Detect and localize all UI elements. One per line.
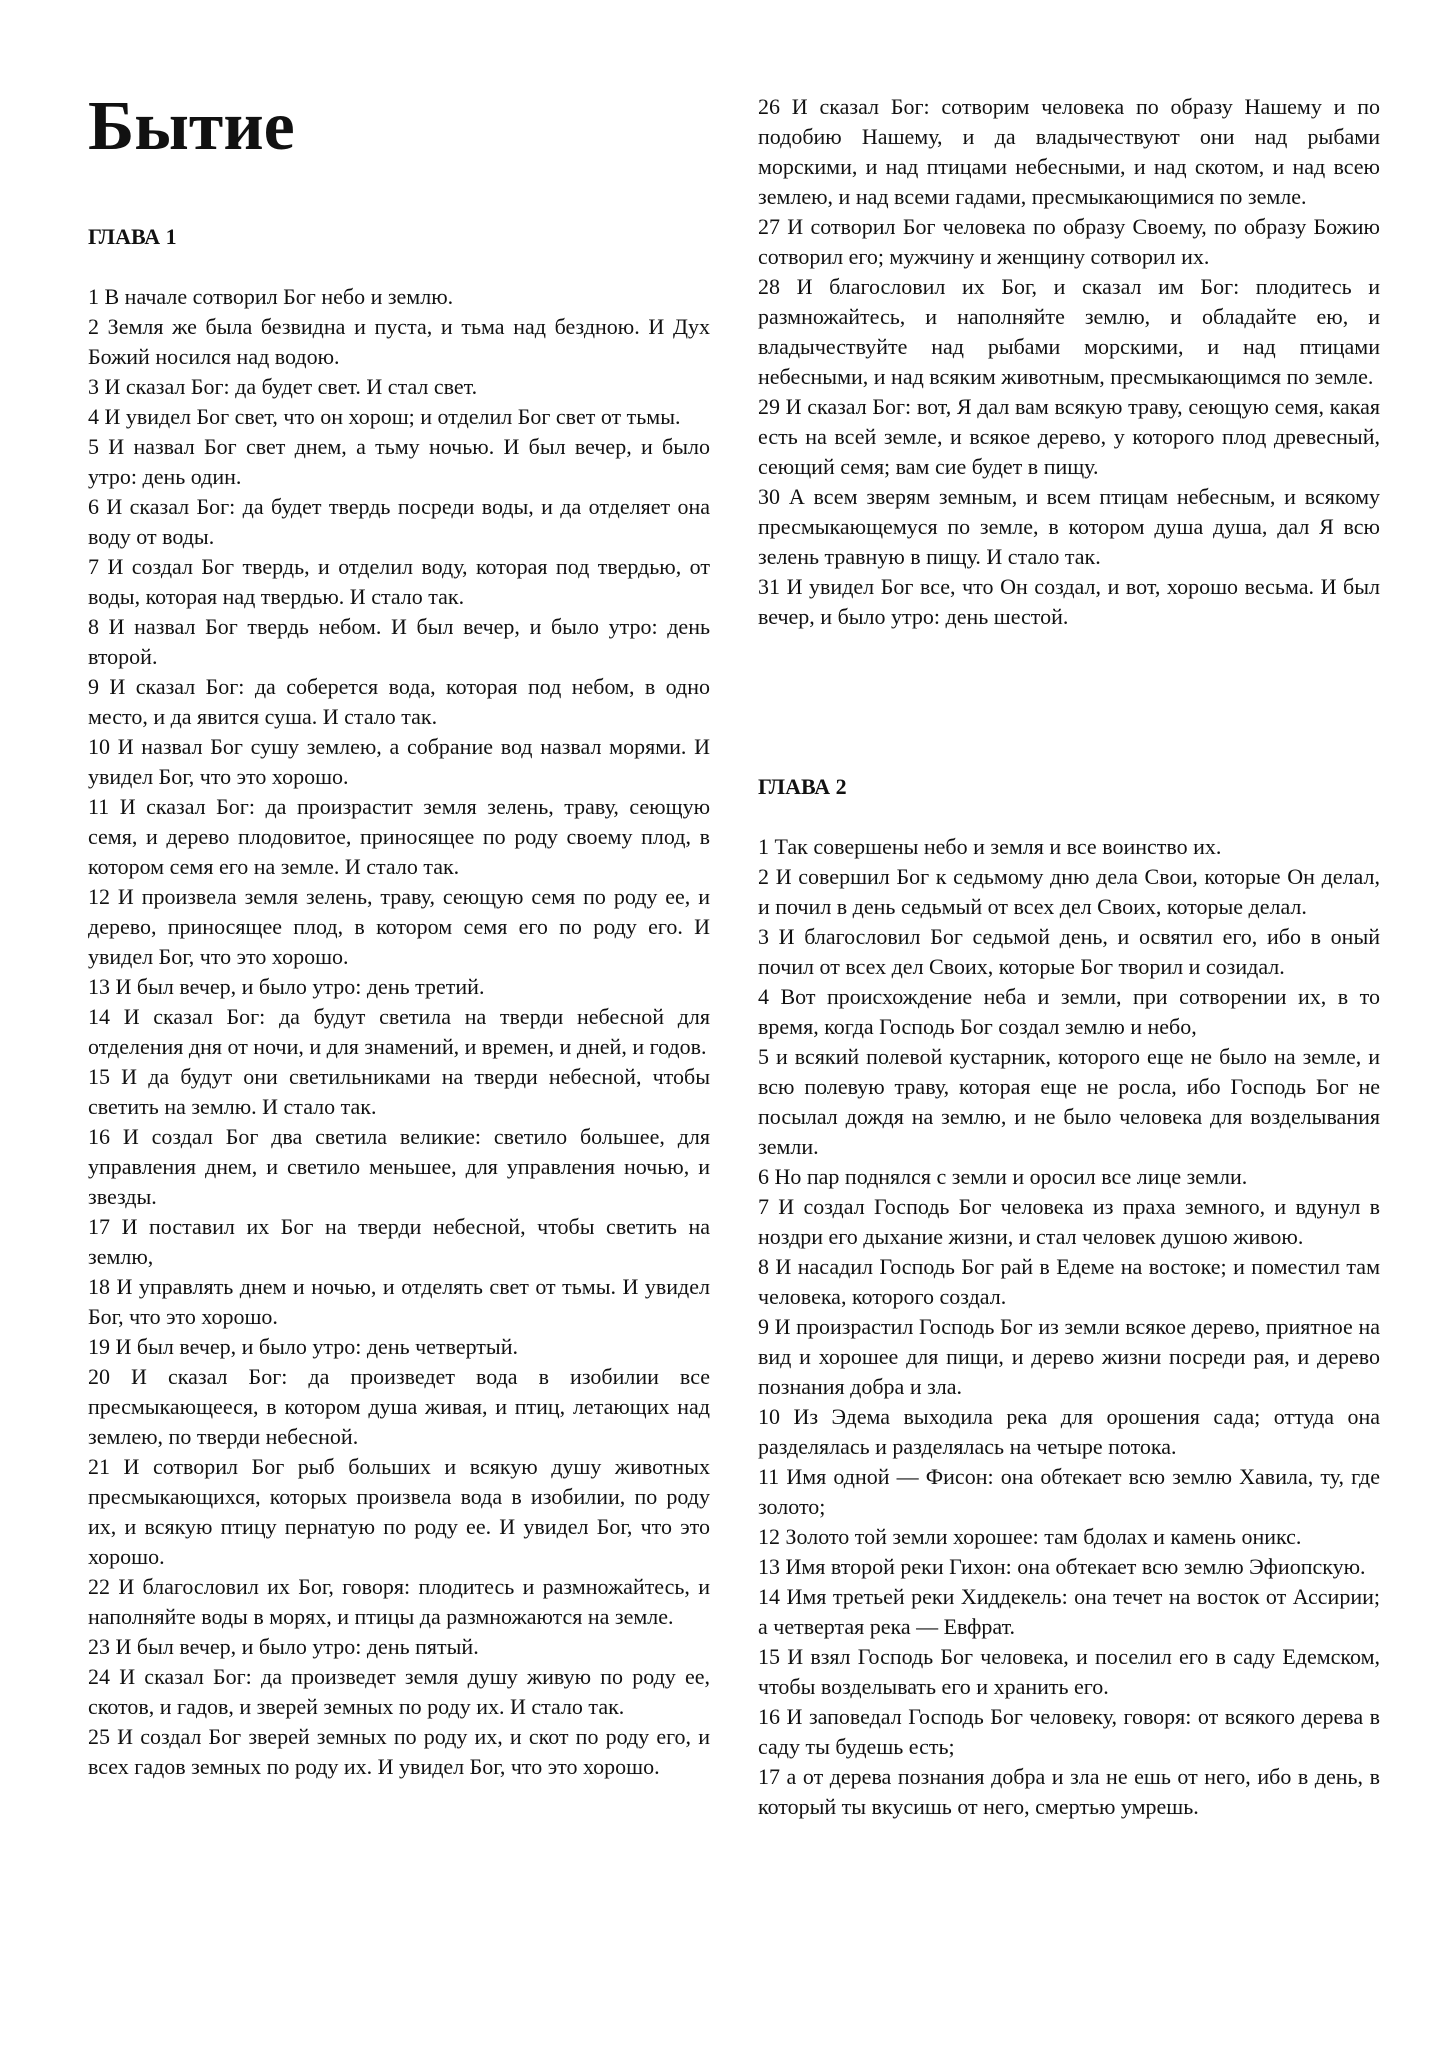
verse: 15 И да будут они светильниками на тверди небесной, чтобы светить на землю. И стало так. — [88, 1064, 710, 1119]
verse: 17 а от дерева познания добра и зла не ешь от него, ибо в день, в который ты вкусишь от него, смертью умрешь. — [758, 1764, 1380, 1819]
verse: 5 и всякий полевой кустарник, которого еще не было на земле, и всю полевую траву, которая еще не росла, ибо Господь Бог не посылал дождя на землю, и не было человека для возделывания земли. — [758, 1044, 1380, 1159]
chapter-2-verses — [758, 832, 1380, 1822]
verse: 8 И назвал Бог твердь небом. И был вечер, и было утро: день второй. — [88, 614, 710, 669]
verse: 5 И назвал Бог свет днем, а тьму ночью. И был вечер, и было утро: день один. — [88, 434, 710, 489]
verse: 14 Имя третьей реки Хиддекель: она течет на восток от Ассирии; а четвертая река — Евфрат. — [758, 1584, 1380, 1639]
chapter-2-heading: ГЛАВА 2 — [758, 774, 847, 799]
verse: 10 Из Эдема выходила река для орошения сада; оттуда она разделялась и разделялась на четыре потока. — [758, 1404, 1380, 1459]
verse: 3 И благословил Бог седьмой день, и освятил его, ибо в оный почил от всех дел Своих, которые Бог творил и созидал. — [758, 924, 1380, 979]
verse: 4 И увидел Бог свет, что он хорош; и отделил Бог свет от тьмы. — [88, 404, 681, 429]
verse: 12 И произвела земля зелень, траву, сеющую семя по роду ее, и дерево, приносящее плод, в котором семя его по роду его. И увидел Бог, что это хорошо. — [88, 884, 710, 969]
verse: 8 И насадил Господь Бог рай в Едеме на востоке; и поместил там человека, которого создал. — [758, 1254, 1380, 1309]
verse: 6 Но пар поднялся с земли и оросил все лице земли. — [758, 1164, 1248, 1189]
verse: 1 В начале сотворил Бог небо и землю. — [88, 284, 454, 309]
verse: 19 И был вечер, и было утро: день четвертый. — [88, 1334, 518, 1359]
verse: 27 И сотворил Бог человека по образу Своему, по образу Божию сотворил его; мужчину и женщину сотворил их. — [758, 214, 1380, 269]
verse: 9 И произрастил Господь Бог из земли всякое дерево, приятное на вид и хорошее для пищи, и дерево жизни посреди рая, и дерево познания добра и зла. — [758, 1314, 1380, 1399]
verse: 17 И поставил их Бог на тверди небесной, чтобы светить на землю, — [88, 1214, 710, 1269]
verse: 11 И сказал Бог: да произрастит земля зелень, траву, сеющую семя, и дерево плодовитое, приносящее по роду своему плод, в котором семя его на земле. И стало так. — [88, 794, 710, 879]
verse: 16 И создал Бог два светила великие: светило большее, для управления днем, и светило меньшее, для управления ночью, и звезды. — [88, 1124, 710, 1209]
chapter-1-heading: ГЛАВА 1 — [88, 224, 177, 249]
verse: 7 И создал Бог твердь, и отделил воду, которая под твердью, от воды, которая над твердью. И стало так. — [88, 554, 710, 609]
verse: 9 И сказал Бог: да соберется вода, которая под небом, в одно место, и да явится суша. И стало так. — [88, 674, 710, 729]
verse: 31 И увидел Бог все, что Он создал, и вот, хорошо весьма. И был вечер, и было утро: день шестой. — [758, 574, 1380, 629]
verse: 6 И сказал Бог: да будет твердь посреди воды, и да отделяет она воду от воды. — [88, 494, 710, 549]
verse: 4 Вот происхождение неба и земли, при сотворении их, в то время, когда Господь Бог создал землю и небо, — [758, 984, 1380, 1039]
verse: 7 И создал Господь Бог человека из праха земного, и вдунул в ноздри его дыхание жизни, и стал человек душою живою. — [758, 1194, 1380, 1249]
verse: 26 И сказал Бог: сотворим человека по образу Нашему и по подобию Нашему, и да владычествуют они над рыбами морскими, и над птицами небесными, и над скотом, и над всею землею, и над всеми гадами, пресмыкающимися по земле. — [758, 94, 1380, 209]
verse: 14 И сказал Бог: да будут светила на тверди небесной для отделения дня от ночи, и для знамений, и времен, и дней, и годов. — [88, 1004, 710, 1059]
verse: 25 И создал Бог зверей земных по роду их, и скот по роду его, и всех гадов земных по роду их. И увидел Бог, что это хорошо. — [88, 1724, 710, 1779]
verse: 20 И сказал Бог: да произведет вода в изобилии все пресмыкающееся, в котором душа живая, и птиц, летающих над землею, по тверди небесной. — [88, 1364, 710, 1449]
verse: 2 И совершил Бог к седьмому дню дела Свои, которые Он делал, и почил в день седьмый от всех дел Своих, которые делал. — [758, 864, 1380, 919]
page-title: Бытие — [88, 88, 295, 165]
verse: 3 И сказал Бог: да будет свет. И стал свет. — [88, 374, 478, 399]
verse: 29 И сказал Бог: вот, Я дал вам всякую траву, сеющую семя, какая есть на всей земле, и всякое дерево, у которого плод древесный, сеющий семя; вам сие будет в пищу. — [758, 394, 1380, 479]
verse: 13 И был вечер, и было утро: день третий. — [88, 974, 485, 999]
chapter-1-verses — [88, 282, 710, 1782]
verse: 16 И заповедал Господь Бог человеку, говоря: от всякого дерева в саду ты будешь есть; — [758, 1704, 1380, 1759]
verse: 1 Так совершены небо и земля и все воинство их. — [758, 834, 1222, 859]
chapter-1-verses-continued — [758, 92, 1380, 632]
verse: 12 Золото той земли хорошее: там бдолах и камень оникс. — [758, 1524, 1302, 1549]
verse: 24 И сказал Бог: да произведет земля душу живую по роду ее, скотов, и гадов, и зверей земных по роду их. И стало так. — [88, 1664, 710, 1719]
verse: 30 А всем зверям земным, и всем птицам небесным, и всякому пресмыкающемуся по земле, в котором душа душа, дал Я всю зелень травную в пищу. И стало так. — [758, 484, 1380, 569]
verse: 22 И благословил их Бог, говоря: плодитесь и размножайтесь, и наполняйте воды в морях, и птицы да размножаются на земле. — [88, 1574, 710, 1629]
verse: 21 И сотворил Бог рыб больших и всякую душу животных пресмыкающихся, которых произвела вода в изобилии, по роду их, и всякую птицу пернатую по роду ее. И увидел Бог, что это хорошо. — [88, 1454, 710, 1569]
verse: 15 И взял Господь Бог человека, и поселил его в саду Едемском, чтобы возделывать его и хранить его. — [758, 1644, 1380, 1699]
verse: 11 Имя одной — Фисон: она обтекает всю землю Хавила, ту, где золото; — [758, 1464, 1380, 1519]
verse: 10 И назвал Бог сушу землею, а собрание вод назвал морями. И увидел Бог, что это хорошо. — [88, 734, 710, 789]
verse: 18 И управлять днем и ночью, и отделять свет от тьмы. И увидел Бог, что это хорошо. — [88, 1274, 710, 1329]
verse: 28 И благословил их Бог, и сказал им Бог: плодитесь и размножайтесь, и наполняйте землю, и обладайте ею, и владычествуйте над рыбами морскими, и над птицами небесными, и над всяким животным, пресмыкающимся по земле. — [758, 274, 1380, 389]
verse: 23 И был вечер, и было утро: день пятый. — [88, 1634, 479, 1659]
verse: 13 Имя второй реки Гихон: она обтекает всю землю Эфиопскую. — [758, 1554, 1366, 1579]
verse: 2 Земля же была безвидна и пуста, и тьма над бездною. И Дух Божий носился над водою. — [88, 314, 710, 369]
